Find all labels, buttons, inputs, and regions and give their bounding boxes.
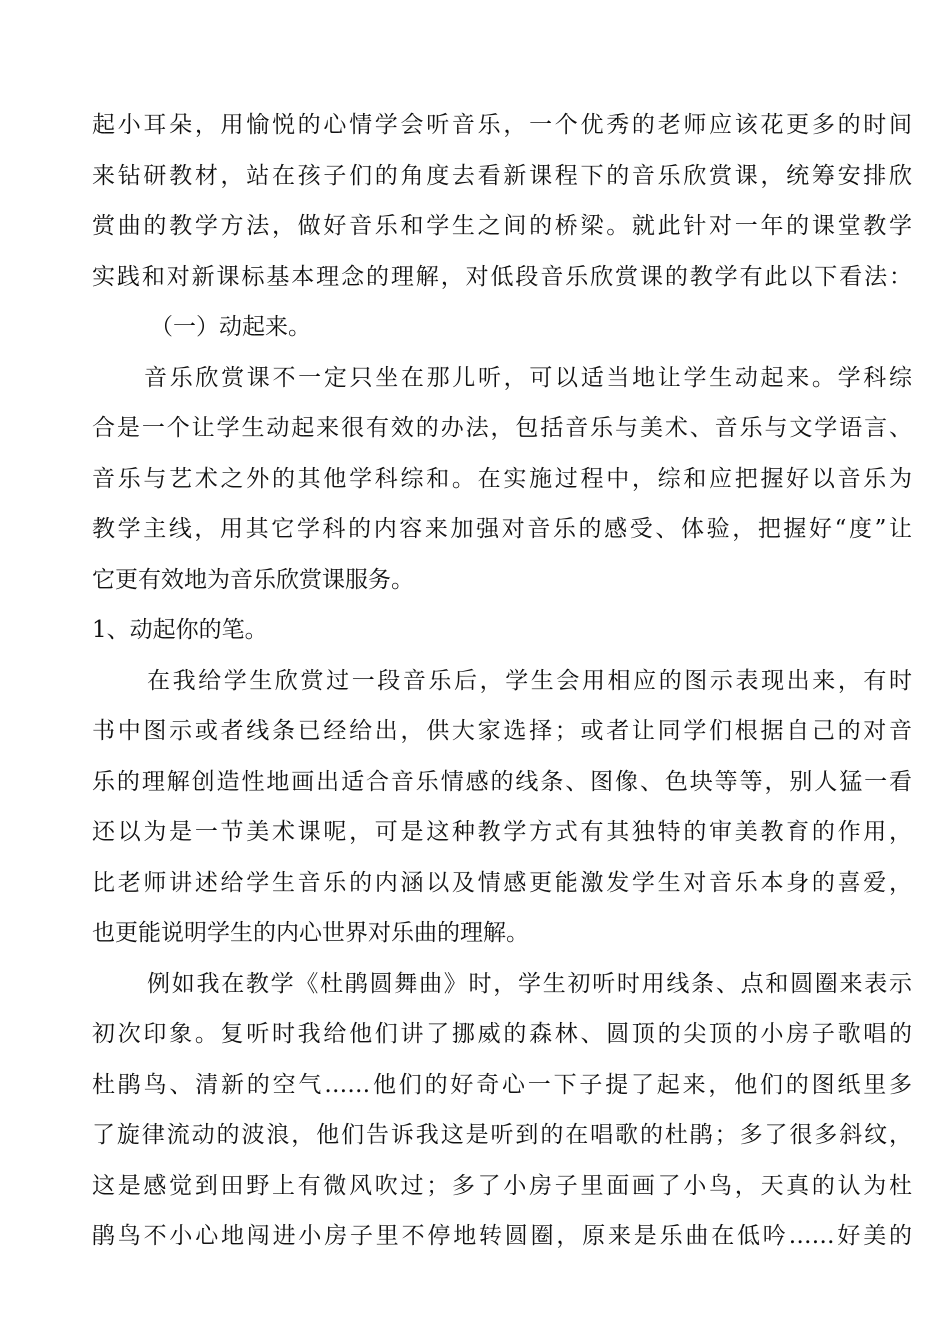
subsection-heading: 1、动起你的笔。	[92, 617, 268, 643]
text-line: 乐的理解创造性地画出适合音乐情感的线条、图像、色块等等，别人猛一看	[92, 768, 912, 795]
text-line: 鹃鸟不小心地闯进小房子里不停地转圆圈，原来是乐曲在低吟……好美的	[92, 1223, 912, 1249]
text-line: 杜鹃鸟、清新的空气……他们的好奇心一下子提了起来，他们的图纸里多	[92, 1071, 912, 1098]
text-line: 赏曲的教学方法，做好音乐和学生之间的桥梁。就此针对一年的课堂教学	[92, 213, 912, 239]
text-line: 比老师讲述给学生音乐的内涵以及情感更能激发学生对音乐本身的喜爱，	[92, 869, 912, 896]
text-line: 了旋律流动的波浪，他们告诉我这是听到的在唱歌的杜鹃；多了很多斜纹，	[92, 1122, 912, 1148]
text-line: 来钻研教材，站在孩子们的角度去看新课程下的音乐欣赏课，统筹安排欣	[92, 162, 912, 189]
text-line: 起小耳朵，用愉悦的心情学会听音乐，一个优秀的老师应该花更多的时间	[92, 112, 912, 138]
text-line: 初次印象。复听时我给他们讲了挪威的森林、圆顶的尖顶的小房子歌唱的	[92, 1021, 912, 1047]
text-line: 教学主线，用其它学科的内容来加强对音乐的感受、体验，把握好“度”让	[92, 516, 912, 542]
text-line: 书中图示或者线条已经给出，供大家选择；或者让同学们根据自己的对音	[92, 718, 912, 744]
text-line: 这是感觉到田野上有微风吹过；多了小房子里面画了小鸟，天真的认为杜	[92, 1172, 912, 1199]
section-heading: （一）动起来。	[150, 314, 311, 340]
text-line: 合是一个让学生动起来很有效的办法，包括音乐与美术、音乐与文学语言、	[92, 415, 912, 441]
text-line: 音乐欣赏课不一定只坐在那儿听，可以适当地让学生动起来。学科综	[144, 364, 912, 391]
text-line: 实践和对新课标基本理念的理解，对低段音乐欣赏课的教学有此以下看法：	[92, 263, 912, 290]
text-line: 音乐与艺术之外的其他学科综和。在实施过程中，综和应把握好以音乐为	[92, 465, 912, 492]
document-body	[92, 100, 912, 1262]
text-line: 它更有效地为音乐欣赏课服务。	[92, 566, 414, 593]
text-line: 在我给学生欣赏过一段音乐后，学生会用相应的图示表现出来，有时	[147, 667, 912, 694]
text-line: 也更能说明学生的内心世界对乐曲的理解。	[92, 920, 529, 946]
text-line: 例如我在教学《杜鹃圆舞曲》时，学生初听时用线条、点和圆圈来表示	[147, 970, 912, 997]
text-line: 还以为是一节美术课呢，可是这种教学方式有其独特的审美教育的作用，	[92, 819, 912, 845]
